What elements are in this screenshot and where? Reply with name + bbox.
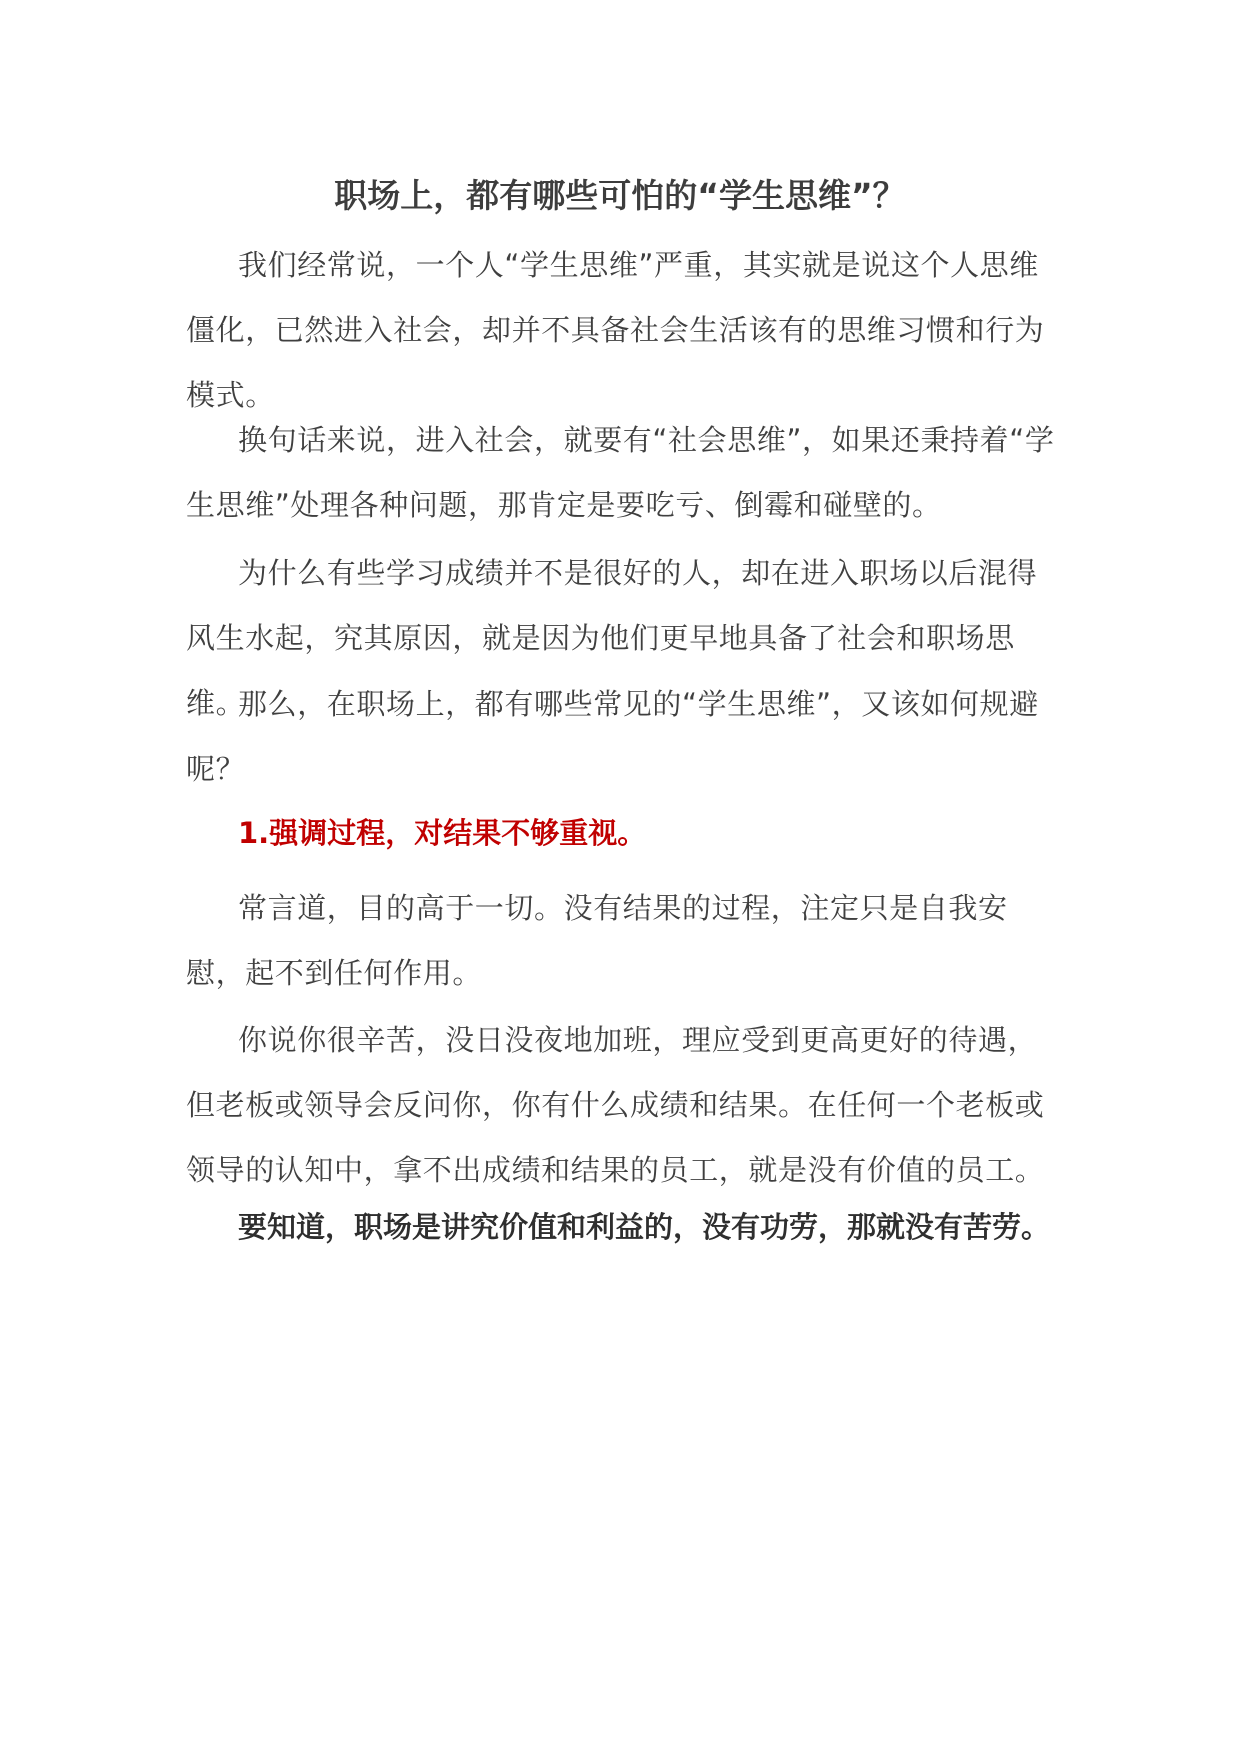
- page-title: 职场上，都有哪些可怕的“学生思维”？: [334, 176, 906, 215]
- paragraph-result-first: 常言道，目的高于一切。没有结果的过程，注定只是自我安慰，起不到任何作用。: [186, 891, 1008, 990]
- paragraph-social-thinking: 换句话来说，进入社会，就要有“社会思维”，如果还秉持着“学生思维”处理各种问题，那肯定是要吃亏、倒霉和碰壁的。: [186, 423, 1055, 522]
- paragraph-hard-work: 你说你很辛苦，没日没夜地加班，理应受到更高更好的待遇，但老板或领导会反问你，你有什么成绩和结果。在任何一个老板或领导的认知中，拿不出成绩和结果的员工，就是没有价值的员工。: [186, 1023, 1045, 1187]
- emphasis-paragraph: 要知道，职场是讲究价值和利益的，没有功劳，那就没有苦劳。: [238, 1210, 1051, 1244]
- paragraph-question: 那么，在职场上，都有哪些常见的“学生思维”，又该如何规避呢？: [186, 687, 1039, 786]
- section-heading: 1.强调过程，对结果不够重视。: [238, 816, 647, 850]
- paragraph-workplace-success: 为什么有些学习成绩并不是很好的人，却在进入职场以后混得风生水起，究其原因，就是因为他们更早地具备了社会和职场思维。: [186, 556, 1038, 720]
- paragraph-intro: 我们经常说，一个人“学生思维”严重，其实就是说这个人思维僵化，已然进入社会，却并不具备社会生活该有的思维习惯和行为模式。: [186, 248, 1045, 412]
